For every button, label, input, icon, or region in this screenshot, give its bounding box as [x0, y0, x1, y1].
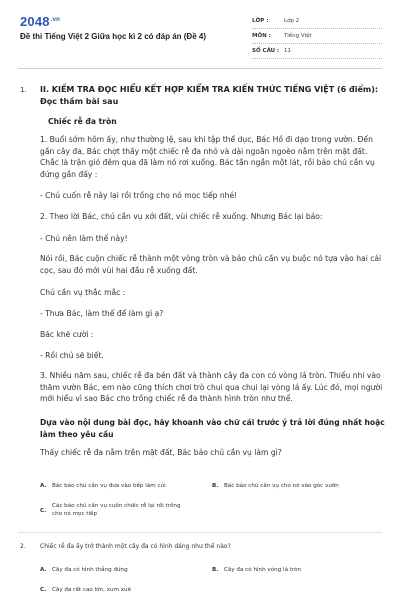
story-paragraph-2: 2. Theo lời Bác, chú cần vụ xới đất, vùi chiếc rễ xuống. Nhưng Bác lại bảo:: [40, 212, 323, 221]
option-text: Cây đa rất cao lớn, xum xuê: [52, 587, 132, 593]
option-text: Cây đa có hình vòng lá tròn: [224, 567, 302, 573]
story-line: - Thưa Bác, làm thế để làm gì ạ?: [40, 309, 164, 318]
meta-info: [252, 14, 382, 59]
answer-option-c[interactable]: [40, 586, 210, 594]
document-title: Đề thi Tiếng Việt 2 Giữa học kì 2 có đáp án (Đề 4): [20, 32, 206, 41]
question-text: Chiếc rễ đa ấy trở thành một cây đa có hình dáng như thế nào?: [40, 543, 231, 550]
instruction-text: Dựa vào nội dung bài đọc, hãy khoanh vào chữ cái trước ý trả lời đúng nhất hoặc làm theo yêu cầu: [40, 418, 385, 439]
meta-value: Lớp 2: [284, 18, 300, 24]
story-paragraph-1: 1. Buổi sớm hôm ấy, như thường lệ, sau khi tập thể dục, Bác Hồ đi dạo trong vườn. Đến gần cây đa, Bác chợt thấy một chiếc rễ đa nhỏ và dài ngoằn ngoèo nằm trên mặt đất. Chắc là trận gió đêm qua đã làm nó rơi xuống. Bác tần ngần một lát, rồi bảo chú cần vụ đứng gần đấy :: [40, 135, 375, 179]
logo-text: 2048: [20, 14, 50, 29]
option-label: A.: [40, 483, 47, 489]
story-line: - Chú cuốn rễ này lại rồi trồng cho nó mọc tiếp nhé!: [40, 191, 238, 200]
option-label: C.: [40, 508, 47, 514]
option-label: B.: [212, 567, 219, 573]
meta-value: Tiếng Việt: [284, 33, 312, 39]
question-number: 1.: [20, 86, 27, 94]
meta-value: 11: [284, 48, 291, 54]
option-label: A.: [40, 567, 47, 573]
meta-row-subject: [252, 29, 382, 44]
story-line: - Rồi chú sẽ biết.: [40, 351, 104, 360]
story-line: - Chú nên làm thế này!: [40, 234, 128, 243]
header-divider: [18, 68, 382, 69]
option-label: C.: [40, 587, 47, 593]
story-title: Chiếc rễ đa tròn: [48, 117, 117, 126]
answer-option-a[interactable]: [40, 566, 200, 574]
answer-option-c[interactable]: [40, 502, 210, 518]
story-paragraph-3: Nói rồi, Bác cuộn chiếc rễ thành một vòng tròn và bảo chú cần vụ buộc nó tựa vào hai cái cọc, sau đó mới vùi hai đầu rễ xuống đất.: [40, 254, 382, 275]
story-paragraph-4: 3. Nhiều năm sau, chiếc rễ đa bén đất và thành cây đa con có vòng lá tròn. Thiếu nhi vào thăm vườn Bác, em nào cũng thích chơi trò chui qua chui lại vòng lá ấy. Lúc đó, mọi người mới hiểu vì sao Bác cho trồng chiếc rễ đa thành hình tròn như thế.: [40, 371, 383, 403]
page-header: [0, 0, 400, 62]
question-text: Thấy chiếc rễ đa nằm trên mặt đất, Bác bảo chú cần vụ làm gì?: [40, 448, 282, 457]
meta-key: SỐ CÂU :: [252, 48, 280, 54]
story-line: Bác khẽ cười :: [40, 330, 94, 339]
option-text: Các bảo chú cần vụ cuốn chiếc rễ lại rồi trồng cho nó mọc tiếp: [52, 503, 181, 517]
answer-option-b[interactable]: [212, 482, 387, 490]
question-divider: [18, 532, 382, 533]
answer-option-b[interactable]: [212, 566, 387, 574]
option-text: Bác bảo chú cần vụ đưa vào bếp làm củi: [52, 483, 166, 489]
answer-option-a[interactable]: [40, 482, 200, 490]
question-number: 2.: [20, 543, 26, 550]
site-logo[interactable]: [20, 14, 60, 29]
story-line: Chú cần vụ thắc mắc :: [40, 288, 126, 297]
meta-key: MÔN :: [252, 33, 271, 39]
meta-row-class: [252, 14, 382, 29]
meta-key: LỚP :: [252, 18, 269, 24]
option-text: Cây đa có hình thẳng đứng: [52, 567, 128, 573]
option-label: B.: [212, 483, 219, 489]
option-text: Bác bảo chú cần vụ cho nó vào góc vườn: [224, 483, 339, 489]
section-heading: II. KIẾM TRA ĐỌC HIỂU KẾT HỢP KIỂM TRA KIẾN THỨC TIẾNG VIỆT (6 điểm): Đọc thầm bài sau: [40, 85, 379, 106]
meta-row-count: [252, 44, 382, 59]
logo-suffix: .vn: [50, 17, 61, 23]
